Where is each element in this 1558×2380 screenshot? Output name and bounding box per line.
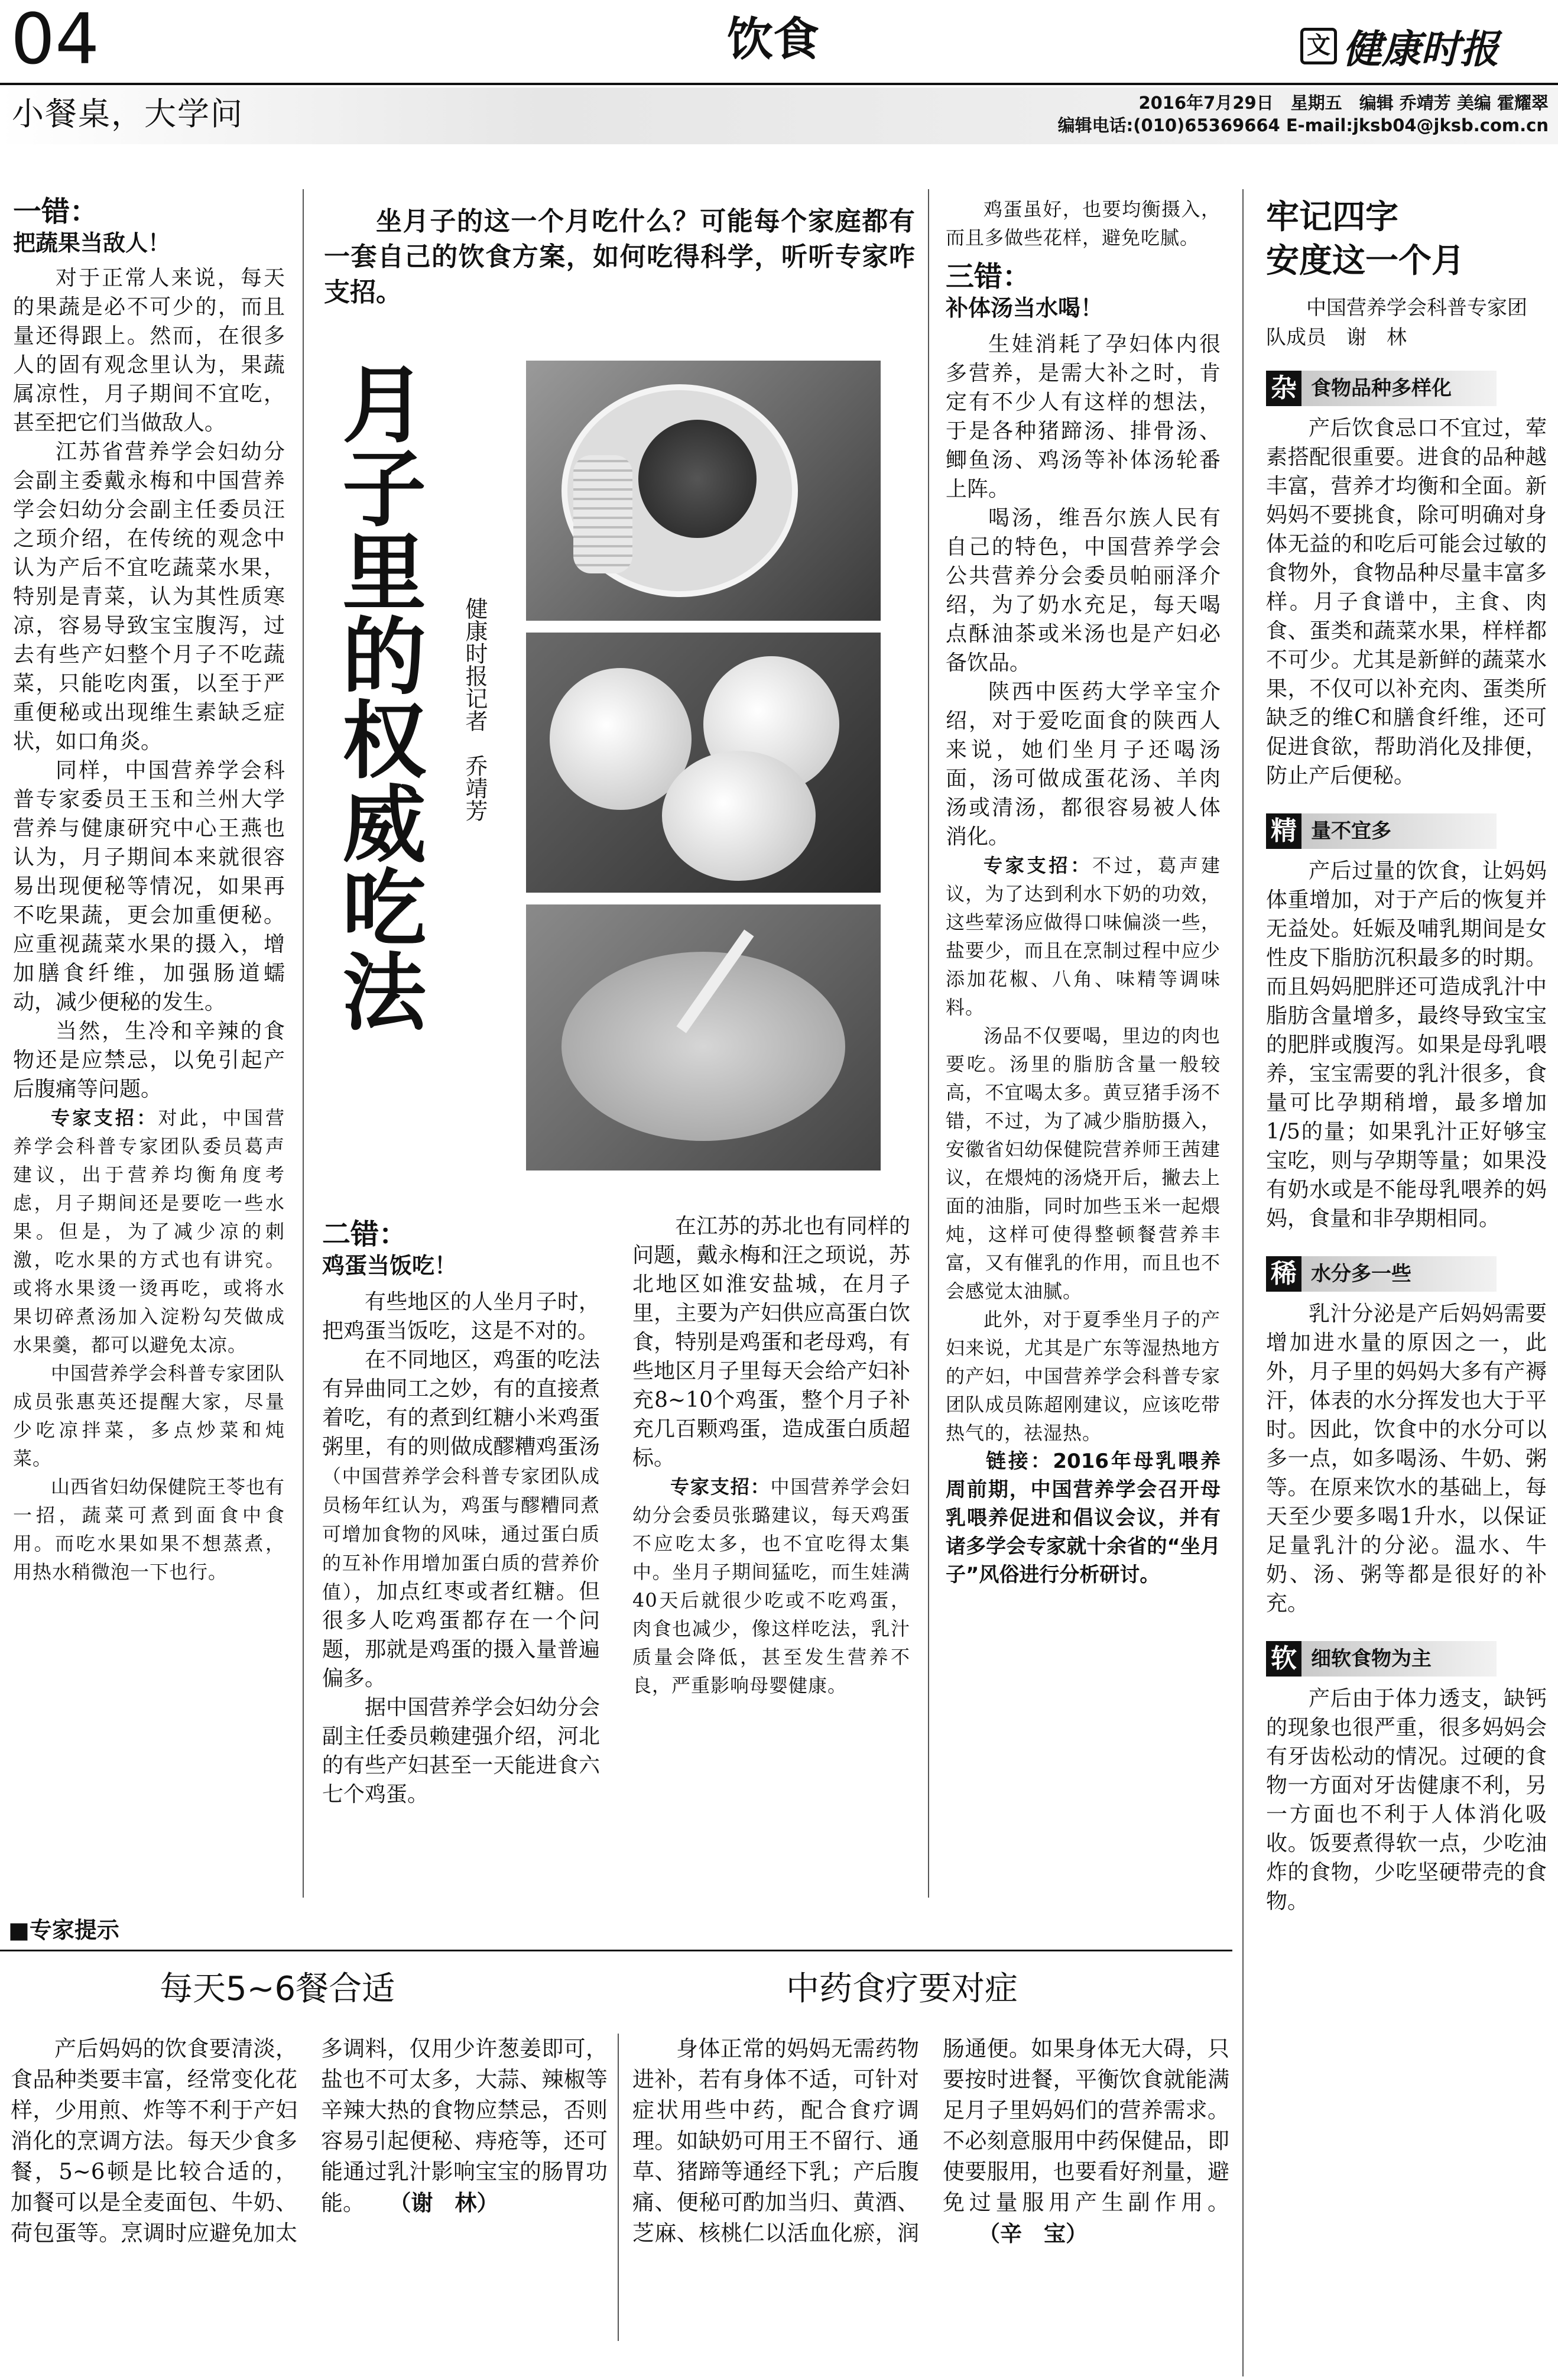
- sidebar: [1266, 195, 1547, 1916]
- expert-left-body: [11, 2034, 608, 2249]
- column-divider: [928, 189, 929, 1898]
- paragraph: 同样，中国营养学会科普专家委员王玉和兰州大学营养与健康研究中心王燕也认为，月子期间本来就很容易出现便秘等情况，如果再不吃果蔬，更会加重便秘。应重视蔬菜水果的摄入，增加膳食纤维，加强肠道蠕动，减少便秘的发生。: [13, 758, 285, 1014]
- tip-tag-soft: [1266, 1639, 1547, 1678]
- tip-text: 此外，对于夏季坐月子的产妇来说，尤其是广东等湿热地方的产妇，中国营养学会科普专家团队成员陈超刚建议，应该吃带热气的，祛湿热。: [946, 1308, 1221, 1444]
- column-name: 小餐桌，大学问: [12, 95, 244, 132]
- tip-tag-variety: [1266, 369, 1547, 408]
- page-number: 04: [11, 0, 100, 80]
- tag-char: 稀: [1266, 1256, 1301, 1292]
- error-3-subheading: 补体汤当水喝！: [946, 295, 1103, 321]
- paragraph: 陕西中医药大学辛宝介绍，对于爱吃面食的陕西人来说，她们坐月子还喝汤面，汤可做成蛋花汤、羊肉汤或清汤，都很容易被人体消化。: [946, 680, 1221, 849]
- tag-label: 水分多一些: [1301, 1256, 1497, 1292]
- expert-left-text: 产后妈妈的饮食要清淡，食品种类要丰富，经常变化花样，少用煎、炸等不利于产妇消化的烹调方法。每天少食多餐，5~6顿是比较合适的，加餐可以是全麦面包、牛奶、荷包蛋等。烹调时应避免加太多调料，仅用少许葱姜即可，盐也不可太多，大蒜、辣椒等辛辣大热的食物应禁忌，否则容易引起便秘、痔疮等，还可能通过乳汁影响宝宝的肠胃功能。: [11, 2036, 608, 2246]
- link-box: [946, 1447, 1221, 1589]
- link-text: 2016年母乳喂养周前期，中国营养学会召开母乳喂养促进和倡议会议，并有诸多学会专家就十余省的“坐月子”风俗进行分析研讨。: [946, 1450, 1221, 1587]
- paragraph: 生娃消耗了孕妇体内很多营养，是需大补之时，肯定有不少人有这样的想法，于是各种猪蹄汤、排骨汤、鲫鱼汤、鸡汤等补体汤轮番上阵。: [946, 332, 1221, 501]
- section-title: 饮食: [727, 13, 820, 66]
- sidebar-author: 中国营养学会科普专家团队成员 谢 林: [1266, 296, 1527, 349]
- tag-label: 量不宜多: [1301, 813, 1497, 849]
- error-2-heading: 二错：: [322, 1218, 408, 1251]
- steamed-buns-photo: [526, 633, 881, 893]
- tag-label: 食物品种多样化: [1301, 371, 1497, 406]
- paragraph: 在不同地区，鸡蛋的吃法有异曲同工之妙，有的直接煮着吃，有的煮到红糖小米鸡蛋粥里，有的则做成醪糟鸡蛋汤（中国营养学会科普专家团队成员杨年红认为，鸡蛋与醪糟同煮可增加食物的风味，通过蛋白质的互补作用增加蛋白质的营养价值），加点红枣或者红糖。但很多人吃鸡蛋都存在一个问题，那就是鸡蛋的摄入量普遍偏多。: [322, 1348, 600, 1691]
- expert-divider: [618, 2034, 619, 2341]
- paragraph: 当然，生冷和辛辣的食物还是应禁忌，以免引起产后腹痛等问题。: [13, 1019, 285, 1101]
- tip-soft-text: 产后由于体力透支，缺钙的现象也很严重，很多妈妈会有牙齿松动的情况。过硬的食物一方面对牙齿健康不利，另一方面也不利于人体消化吸收。饭要煮得软一点，少吃油炸的食物，少吃坚硬带壳的食物。: [1266, 1687, 1547, 1914]
- paragraph: 江苏省营养学会妇幼分会副主委戴永梅和中国营养学会妇幼分会副主任委员汪之顼介绍，在传统的观念中认为产后不宜吃蔬菜水果，特别是青菜，认为其性质寒凉，容易导致宝宝腹泻，过去有些产妇整个月子不吃蔬菜，只能吃肉蛋，以至于严重便秘或出现维生素缺乏症状，如口角炎。: [13, 440, 285, 754]
- tip-text: 对此，中国营养学会科普专家团队委员葛声建议，出于营养均衡角度考虑，月子期间还是要吃一些水果。但是，为了减少凉的刺激，吃水果的方式也有讲究。或将水果烫一烫再吃，或将水果切碎煮汤加入淀粉勾芡做成水果羹，都可以避免太凉。: [13, 1107, 285, 1356]
- error-2-subheading: 鸡蛋当饭吃！: [322, 1253, 457, 1279]
- error-2-tail: 鸡蛋虽好，也要均衡摄入，而且多做些花样，避免吃腻。: [946, 198, 1221, 249]
- expert-label: ■专家提示: [8, 1917, 119, 1943]
- paragraph: 喝汤，维吾尔族人民有自己的特色，中国营养学会公共营养分会委员帕丽泽介绍，为了奶水充足，每天喝点酥油茶或米汤也是产妇必备饮品。: [946, 506, 1221, 675]
- error-2-tips: [632, 1473, 910, 1700]
- expert-right-author: （辛 宝）: [978, 2220, 1088, 2246]
- column-2-left: [322, 1218, 600, 1809]
- sidebar-title: 牢记四字 安度这一个月: [1266, 197, 1465, 280]
- tag-label: 细软食物为主: [1301, 1641, 1497, 1677]
- expert-right-body: [632, 2034, 1229, 2249]
- tag-char: 杂: [1266, 371, 1301, 406]
- tip-text: 汤品不仅要喝，里边的肉也要吃。汤里的脂肪含量一般较高，不宜喝太多。黄豆猪手汤不错，不过，为了减少脂肪摄入，安徽省妇幼保健院营养师王茜建议，在煨炖的汤烧开后，撇去上面的油脂，同时加些玉米一起煨炖，这样可使得整顿餐营养丰富，又有催乳的作用，而且也不会感觉太油腻。: [946, 1024, 1221, 1302]
- error-3-heading: 三错：: [946, 260, 1031, 293]
- error-3-body: [946, 330, 1221, 851]
- expert-rule: [0, 1950, 1232, 1951]
- error-3-tips: [946, 851, 1221, 1447]
- tip-variety-text: 产后饮食忌口不宜过，荤素搭配很重要。进食的品种越丰富，营养才均衡和全面。新妈妈不要挑食，除可明确对身体无益的和吃后可能会过敏的食物外，食物品种尽量丰富多样。月子食谱中，主食、肉食、蛋类和蔬菜水果，样样都不可少。尤其是新鲜的蔬菜水果，不仅可以补充肉、蛋类所缺乏的维C和膳食纤维，还可促进食欲，帮助消化及排便，防止产后便秘。: [1266, 416, 1547, 788]
- column-divider: [303, 189, 304, 1898]
- expert-left-author: （谢 林）: [400, 2190, 499, 2216]
- tip-label: 专家支招：: [670, 1476, 771, 1498]
- tip-label: 专家支招：: [984, 854, 1092, 877]
- tip-water-text: 乳汁分泌是产后妈妈需要增加进水量的原因之一，此外，月子里的妈妈大多有产褥汗，体表的水分挥发也大于平时。因此，饮食中的水分可以多一点，如多喝汤、牛奶、粥等。在原来饮水的基础上，每天至少要多喝1升水，以保证足量乳汁的分泌。温水、牛奶、汤、粥等都是很好的补充。: [1266, 1302, 1547, 1616]
- paragraph: 在江苏的苏北也有同样的问题，戴永梅和汪之顼说，苏北地区如淮安盐城，在月子里，主要为产妇供应高蛋白饮食，特别是鸡蛋和老母鸡，有些地区月子里每天会给产妇补充8~10个鸡蛋，整个月子补充几百颗鸡蛋，造成蛋白质超标。: [632, 1214, 910, 1470]
- byline: 健康时报记者 乔靖芳: [462, 597, 488, 822]
- column-2-right: [632, 1212, 910, 1700]
- tip-text: 山西省妇幼保健院王苓也有一招，蔬菜可煮到面食中食用。而吃水果如果不想蒸煮，用热水稍微泡一下也行。: [13, 1476, 285, 1583]
- paragraph: 据中国营养学会妇幼分会副主任委员赖建强介绍，河北的有些产妇甚至一天能进食六七个鸡蛋。: [322, 1695, 600, 1807]
- paragraph: 有些地区的人坐月子时，把鸡蛋当饭吃，这是不对的。: [322, 1290, 600, 1343]
- tip-tag-portion: [1266, 812, 1547, 851]
- error-1-body: [13, 264, 285, 1104]
- error-2-body: [322, 1288, 600, 1809]
- masthead-logo: [1300, 18, 1499, 74]
- tag-char: 精: [1266, 813, 1301, 849]
- error-2-body-cont: [632, 1212, 910, 1473]
- intro-text: 坐月子的这一个月吃什么？可能每个家庭都有一套自己的饮食方案，如何吃得科学，听听专家咋支招。: [324, 206, 915, 307]
- expert-right-text: 身体正常的妈妈无需药物进补，若有身体不适，可针对症状用些中药，配合食疗调理。如缺奶可用王不留行、通草、猪蹄等通经下乳；产后腹痛、便秘可酌加当归、黄酒、芝麻、核桃仁以活血化瘀，润肠通便。如果身体无大碍，只要按时进餐，平衡饮食就能满足月子里妈妈们的营养需求。不必刻意服用中药保健品，即使要服用，也要看好剂量，避免过量服用产生副作用。: [632, 2036, 1229, 2246]
- tip-text: 中国营养学会科普专家团队成员张惠英还提醒大家，尽量少吃凉拌菜，多点炒菜和炖菜。: [13, 1362, 285, 1470]
- expert-left-title: 每天5~6餐合适: [160, 1970, 395, 2008]
- logo-text: 健康时报: [1343, 26, 1499, 72]
- error-1-tips: [13, 1104, 285, 1586]
- column-3: [946, 195, 1221, 1589]
- column-1: [13, 195, 285, 1586]
- expert-right-title: 中药食疗要对症: [786, 1970, 1018, 2008]
- fruit-plate-photo: [526, 361, 881, 621]
- book-logo-icon: 文: [1300, 28, 1337, 64]
- tip-text: 不过，葛声建议，为了达到利水下奶的功效，这些荤汤应做得口味偏淡一些，盐要少，而且在烹制过程中应少添加花椒、八角、味精等调味料。: [946, 854, 1221, 1019]
- porridge-bowl-photo: [526, 904, 881, 1170]
- link-label: 链接：: [986, 1450, 1053, 1473]
- column-divider: [1242, 189, 1244, 2376]
- header-rule: [0, 83, 1558, 85]
- tag-char: 软: [1266, 1641, 1301, 1677]
- tip-tag-water: [1266, 1254, 1547, 1293]
- paragraph: 对于正常人来说，每天的果蔬是必不可少的，而且量还得跟上。然而，在很多人的固有观念里认为，果蔬属凉性，月子期间不宜吃，甚至把它们当做敌人。: [13, 266, 285, 435]
- date-line: 2016年7月29日 星期五 编辑 乔靖芳 美编 霍耀翠: [1138, 93, 1549, 113]
- error-1-subheading: 把蔬果当敌人！: [13, 230, 171, 256]
- tip-label: 专家支招：: [51, 1107, 158, 1129]
- contact-line: 编辑电话:(010)65369664 E-mail:jksb04@jksb.com.cn: [1057, 115, 1549, 135]
- error-1-heading: 一错：: [13, 195, 99, 228]
- headline: 月子里的权威吃法: [328, 361, 426, 1032]
- tip-portion-text: 产后过量的饮食，让妈妈体重增加，对于产后的恢复并无益处。妊娠及哺乳期间是女性皮下脂肪沉积最多的时期。而且妈妈肥胖还可造成乳汁中脂肪含量增多，最终导致宝宝的肥胖或腹泻。如果是母乳喂养，宝宝需要的乳汁很多，食量可比孕期稍增，最多增加1/5的量；如果乳汁正好够宝宝吃，则与孕期等量；如果没有奶水或是不能母乳喂养的妈妈，食量和非孕期相同。: [1266, 859, 1547, 1231]
- tip-text: 中国营养学会妇幼分会委员张璐建议，每天鸡蛋不应吃太多，也不宜吃得太集中。坐月子期间猛吃，而生娃满40天后就很少吃或不吃鸡蛋，肉食也减少，像这样吃法，乳汁质量会降低，甚至发生营养不良，严重影响母婴健康。: [632, 1476, 910, 1697]
